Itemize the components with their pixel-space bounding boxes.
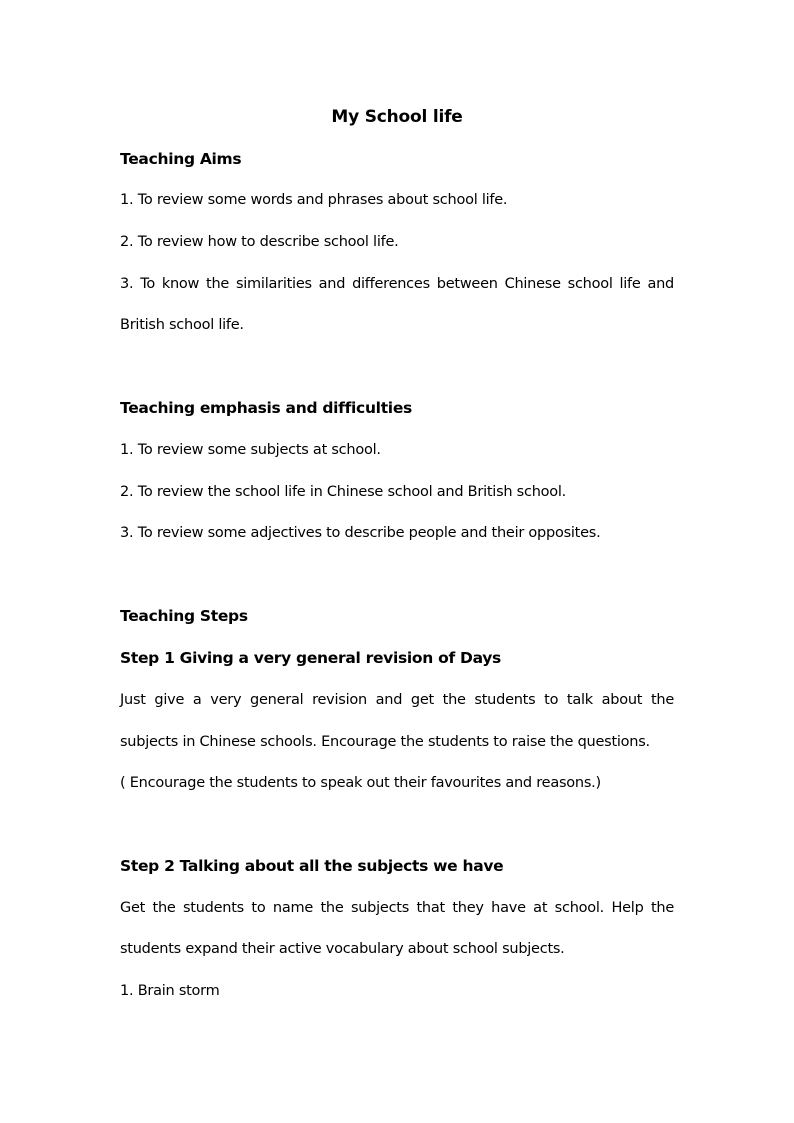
emphasis-item-2: 2. To review the school life in Chinese school and British school. — [120, 484, 567, 500]
document-title: My School life — [331, 107, 463, 127]
aims-item-3-line-1: 3. To know the similarities and differences between Chinese school life and — [120, 276, 674, 292]
step-2-line-3: 1. Brain storm — [120, 983, 220, 999]
emphasis-item-3: 3. To review some adjectives to describe people and their opposites. — [120, 525, 601, 541]
aims-item-2: 2. To review how to describe school life. — [120, 234, 399, 250]
section-heading-teaching-steps: Teaching Steps — [120, 607, 248, 625]
section-heading-emphasis: Teaching emphasis and difficulties — [120, 399, 412, 417]
step-2-line-1: Get the students to name the subjects that they have at school. Help the — [120, 900, 674, 916]
step-1-line-2: subjects in Chinese schools. Encourage the students to raise the questions. — [120, 734, 650, 750]
step-1-line-1: Just give a very general revision and get the students to talk about the — [120, 692, 674, 708]
emphasis-item-1: 1. To review some subjects at school. — [120, 442, 381, 458]
step-1-line-3: ( Encourage the students to speak out their favourites and reasons.) — [120, 775, 601, 791]
section-heading-teaching-aims: Teaching Aims — [120, 150, 242, 168]
aims-item-1: 1. To review some words and phrases about school life. — [120, 192, 508, 208]
step-2-heading: Step 2 Talking about all the subjects we have — [120, 857, 504, 875]
step-2-line-2: students expand their active vocabulary about school subjects. — [120, 941, 565, 957]
aims-item-3-line-2: British school life. — [120, 317, 244, 333]
step-1-heading: Step 1 Giving a very general revision of Days — [120, 649, 501, 667]
